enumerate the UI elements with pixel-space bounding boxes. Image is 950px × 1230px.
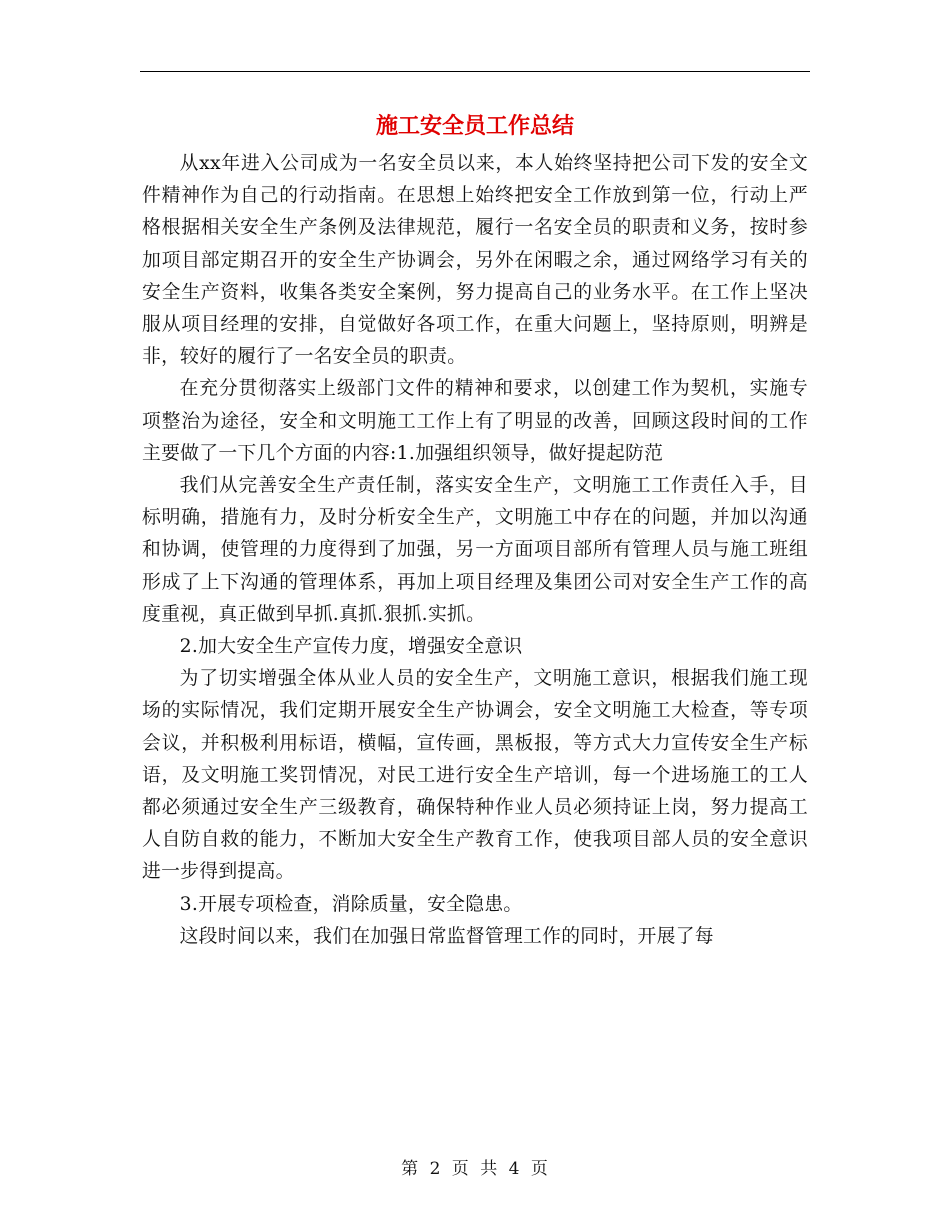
document-body [142, 148, 808, 953]
paragraph-organization: 我们从完善安全生产责任制，落实安全生产，文明施工工作责任入手，目标明确，措施有力，及时分析安全生产，文明施工中存在的问题，并加以沟通和协调，使管理的力度得到了加强，另一方面项目部所有管理人员与施工班组形成了上下沟通的管理体系，再加上项目经理及集团公司对安全生产工作的高度重视，真正做到早抓.真抓.狠抓.实抓。 [142, 475, 808, 625]
section-heading-3: 3.开展专项检查，消除质量，安全隐患。 [179, 893, 523, 915]
paragraph-intro: 从xx年进入公司成为一名安全员以来，本人始终坚持把公司下发的安全文件精神作为自己的行动指南。在思想上始终把安全工作放到第一位，行动上严格根据相关安全生产条例及法律规范，履行一名安全员的职责和义务，按时参加项目部定期召开的安全生产协调会，另外在闲暇之余，通过网络学习有关的安全生产资料，收集各类安全案例，努力提高自己的业务水平。在工作上坚决服从项目经理的安排，自觉做好各项工作，在重大问题上，坚持原则，明辨是非，较好的履行了一名安全员的职责。 [142, 153, 808, 368]
paragraph-publicity: 为了切实增强全体从业人员的安全生产，文明施工意识，根据我们施工现场的实际情况，我们定期开展安全生产协调会，安全文明施工大检查，等专项会议，并积极利用标语，横幅，宣传画，黑板报，等方式大力宣传安全生产标语，及文明施工奖罚情况，对民工进行安全生产培训，每一个进场施工的工人都必须通过安全生产三级教育，确保特种作业人员必须持证上岗，努力提高工人自防自救的能力，不断加大安全生产教育工作，使我项目部人员的安全意识进一步得到提高。 [142, 668, 808, 883]
section-heading-2: 2.加大安全生产宣传力度，增强安全意识 [179, 636, 523, 658]
page-number: 第 2 页 共 4 页 [401, 1159, 549, 1179]
header-rule [140, 71, 810, 72]
paragraph-inspection: 这段时间以来，我们在加强日常监督管理工作的同时，开展了每 [179, 925, 714, 947]
paragraph-overview: 在充分贯彻落实上级部门文件的精神和要求，以创建工作为契机，实施专项整治为途径，安全和文明施工工作上有了明显的改善，回顾这段时间的工作主要做了一下几个方面的内容:1.加强组织领导，做好提起防范 [142, 378, 808, 464]
document-title: 施工安全员工作总结 [375, 113, 574, 139]
